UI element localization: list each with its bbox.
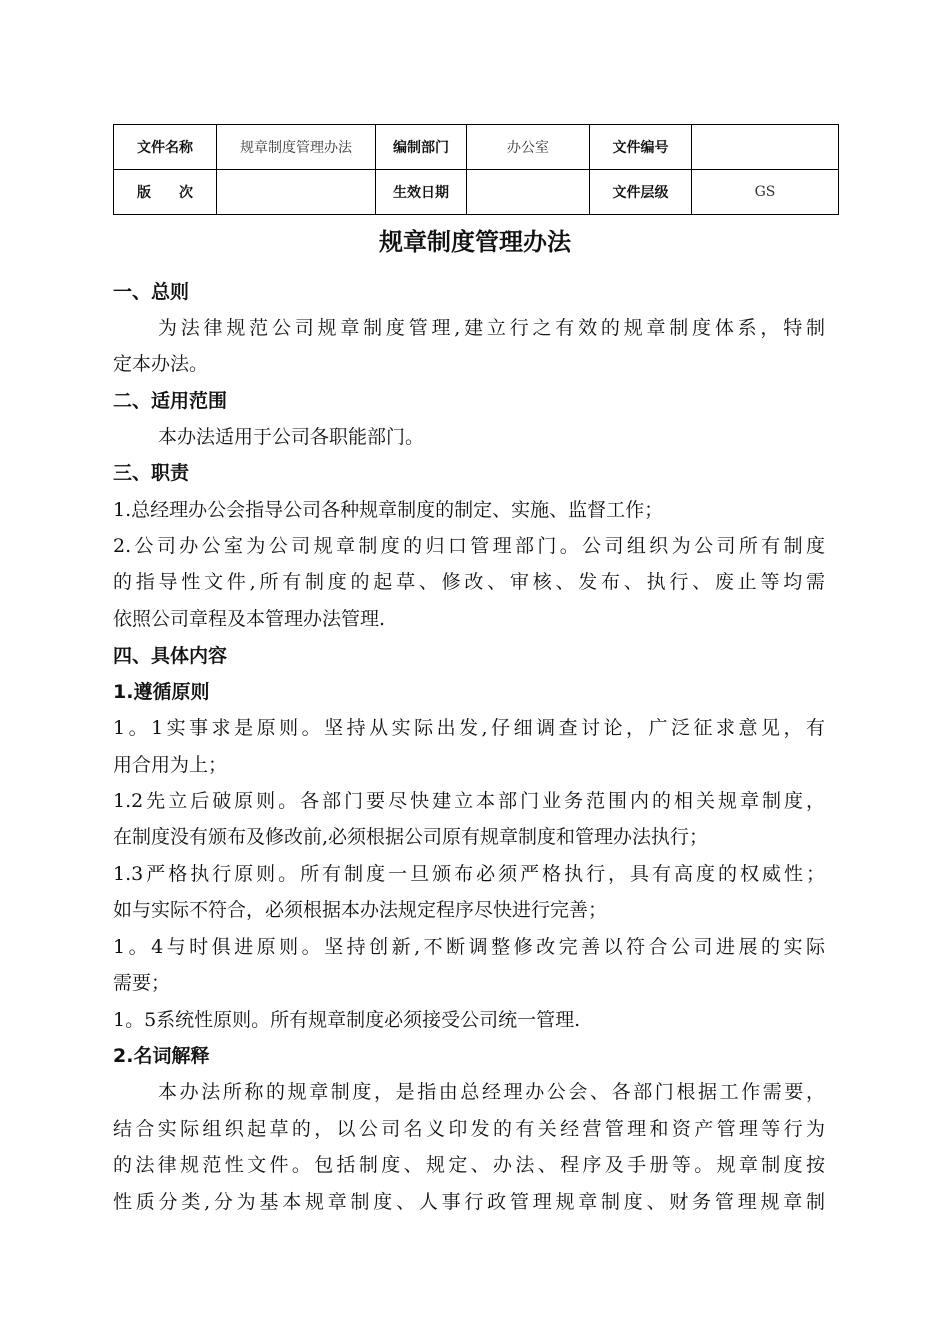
paragraph-line: 1.2先立后破原则。各部门要尽快建立本部门业务范围内的相关规章制度，: [113, 790, 825, 812]
dept-value: 办公室: [467, 125, 590, 170]
file-number-label: 文件编号: [590, 125, 692, 170]
section-heading-scope: 二、适用范围: [113, 390, 228, 412]
paragraph-line: 定本办法。: [113, 353, 209, 375]
version-value: [217, 170, 376, 215]
file-name-label: 文件名称: [114, 125, 217, 170]
paragraph-line: 1。4与时俱进原则。坚持创新,不断调整修改完善以符合公司进展的实际: [113, 936, 825, 958]
section-heading-content: 四、具体内容: [113, 645, 228, 667]
effective-date-label: 生效日期: [376, 170, 467, 215]
info-row-2: [114, 170, 839, 215]
paragraph-line: 2.公司办公室为公司规章制度的归口管理部门。公司组织为公司所有制度: [113, 535, 825, 557]
section-heading-duties: 三、职责: [113, 462, 190, 484]
paragraph-line: 本办法适用于公司各职能部门。: [158, 426, 425, 448]
paragraph-line: 需要；: [113, 972, 171, 994]
paragraph-line: 在制度没有颁布及修改前,必须根据公司原有规章制度和管理办法执行；: [113, 826, 709, 848]
subsection-heading-definitions: 2.名词解释: [113, 1045, 210, 1067]
file-name-value: 规章制度管理办法: [217, 125, 376, 170]
version-label: 版 次: [114, 170, 217, 215]
subsection-heading-principles: 1.遵循原则: [113, 681, 210, 703]
paragraph-line: 性质分类,分为基本规章制度、人事行政管理规章制度、财务管理规章制: [113, 1191, 825, 1213]
paragraph-line: 依照公司章程及本管理办法管理.: [113, 608, 386, 630]
paragraph-line: 1.3严格执行原则。所有制度一旦颁布必须严格执行，具有高度的权威性；: [113, 863, 825, 885]
file-level-value: GS: [692, 170, 839, 215]
file-number-value: [692, 125, 839, 170]
paragraph-line: 1.总经理办公会指导公司各种规章制度的制定、实施、监督工作；: [113, 499, 664, 521]
paragraph-line: 的法律规范性文件。包括制度、规定、办法、程序及手册等。规章制度按: [113, 1154, 825, 1176]
info-row-1: [114, 125, 839, 170]
effective-date-value: [467, 170, 590, 215]
paragraph-line: 用合用为上；: [113, 754, 228, 776]
paragraph-line: 1。5系统性原则。所有规章制度必须接受公司统一管理.: [113, 1009, 581, 1031]
document-title: 规章制度管理办法: [379, 227, 571, 256]
file-level-label: 文件层级: [590, 170, 692, 215]
section-heading-general: 一、总则: [113, 281, 190, 303]
paragraph-line: 1。1实事求是原则。坚持从实际出发,仔细调查讨论，广泛征求意见，有: [113, 717, 825, 739]
paragraph-line: 为法律规范公司规章制度管理,建立行之有效的规章制度体系，特制: [158, 317, 825, 339]
document-info-table: [113, 124, 839, 215]
paragraph-line: 结合实际组织起草的，以公司名义印发的有关经营管理和资产管理等行为: [113, 1118, 825, 1140]
paragraph-line: 如与实际不符合，必须根据本办法规定程序尽快进行完善；: [113, 899, 608, 921]
dept-label: 编制部门: [376, 125, 467, 170]
paragraph-line: 本办法所称的规章制度，是指由总经理办公会、各部门根据工作需要，: [158, 1081, 825, 1103]
paragraph-line: 的指导性文件,所有制度的起草、修改、审核、发布、执行、废止等均需: [113, 571, 825, 593]
